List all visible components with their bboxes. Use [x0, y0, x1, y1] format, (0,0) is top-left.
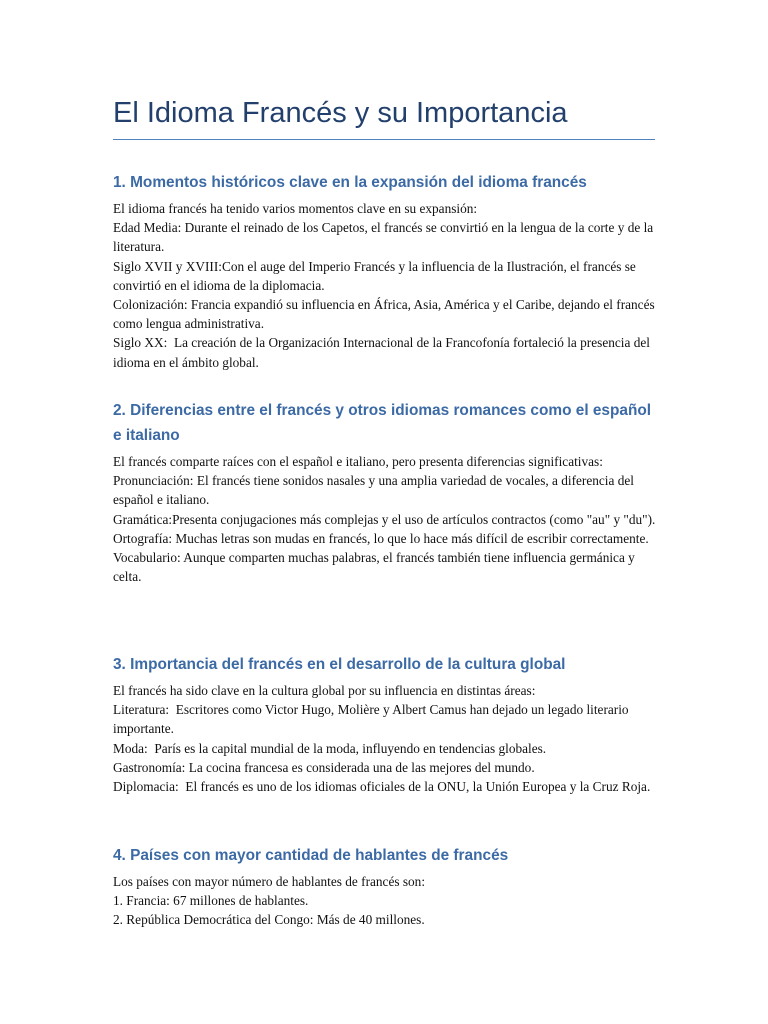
paragraph-line: Siglo XX: La creación de la Organización Internacional de la Francofonía fortaleció la presencia del idioma en el ámbito global. [113, 335, 654, 370]
title-underline [113, 139, 655, 140]
section-heading: 4. Países con mayor cantidad de hablantes de francés [113, 847, 509, 864]
section-heading: 3. Importancia del francés en el desarrollo de la cultura global [113, 656, 566, 673]
section-speaker-countries [113, 843, 658, 930]
section-historical-moments [113, 170, 658, 372]
section-global-culture [113, 652, 658, 796]
paragraph-line: Vocabulario: Aunque comparten muchas palabras, el francés también tiene influencia germánica y celta. [113, 550, 639, 585]
paragraph-line: El idioma francés ha tenido varios momentos clave en su expansión: [113, 201, 478, 216]
paragraph-line: Gastronomía: La cocina francesa es considerada una de las mejores del mundo. [113, 759, 535, 775]
paragraph-line: Gramática:Presenta conjugaciones más complejas y el uso de artículos contractos (como "au" y "du"). [113, 511, 656, 527]
paragraph-line: El francés comparte raíces con el español e italiano, pero presenta diferencias significativas: [113, 454, 603, 469]
list-item: 1. Francia: 67 millones de hablantes. [113, 893, 309, 909]
section-heading: 1. Momentos históricos clave en la expansión del idioma francés [113, 174, 587, 191]
section-heading: 2. Diferencias entre el francés y otros idiomas romances como el español e italiano [113, 402, 652, 444]
paragraph-line: Diplomacia: El francés es uno de los idiomas oficiales de la ONU, la Unión Europea y la Cruz Roja. [113, 779, 651, 795]
paragraph-line: El francés ha sido clave en la cultura global por su influencia en distintas áreas: [113, 683, 536, 698]
section-language-differences [113, 398, 658, 586]
list-item: 2. República Democrática del Congo: Más de 40 millones. [113, 912, 425, 928]
paragraph-line: Moda: París es la capital mundial de la moda, influyendo en tendencias globales. [113, 740, 547, 756]
paragraph-line: Ortografía: Muchas letras son mudas en francés, lo que lo hace más difícil de escribir correctamente. [113, 530, 649, 546]
paragraph-line: Los países con mayor número de hablantes de francés son: [113, 874, 426, 889]
paragraph-line: Literatura: Escritores como Victor Hugo, Molière y Albert Camus han dejado un legado literario importante. [113, 702, 632, 737]
paragraph-line: Pronunciación: El francés tiene sonidos nasales y una amplia variedad de vocales, a diferencia del español e italiano. [113, 473, 638, 508]
paragraph-line: Edad Media: Durante el reinado de los Capetos, el francés se convirtió en la lengua de la corte y de la literatura. [113, 220, 657, 255]
paragraph-line: Colonización: Francia expandió su influencia en África, Asia, América y el Caribe, dejando el francés como lengua administrativa. [113, 297, 658, 332]
document-title: El Idioma Francés y su Importancia [113, 97, 568, 129]
paragraph-line: Siglo XVII y XVIII:Con el auge del Imperio Francés y la influencia de la Ilustración, el francés se convirtió en el idioma de la diplomacia. [113, 258, 640, 293]
